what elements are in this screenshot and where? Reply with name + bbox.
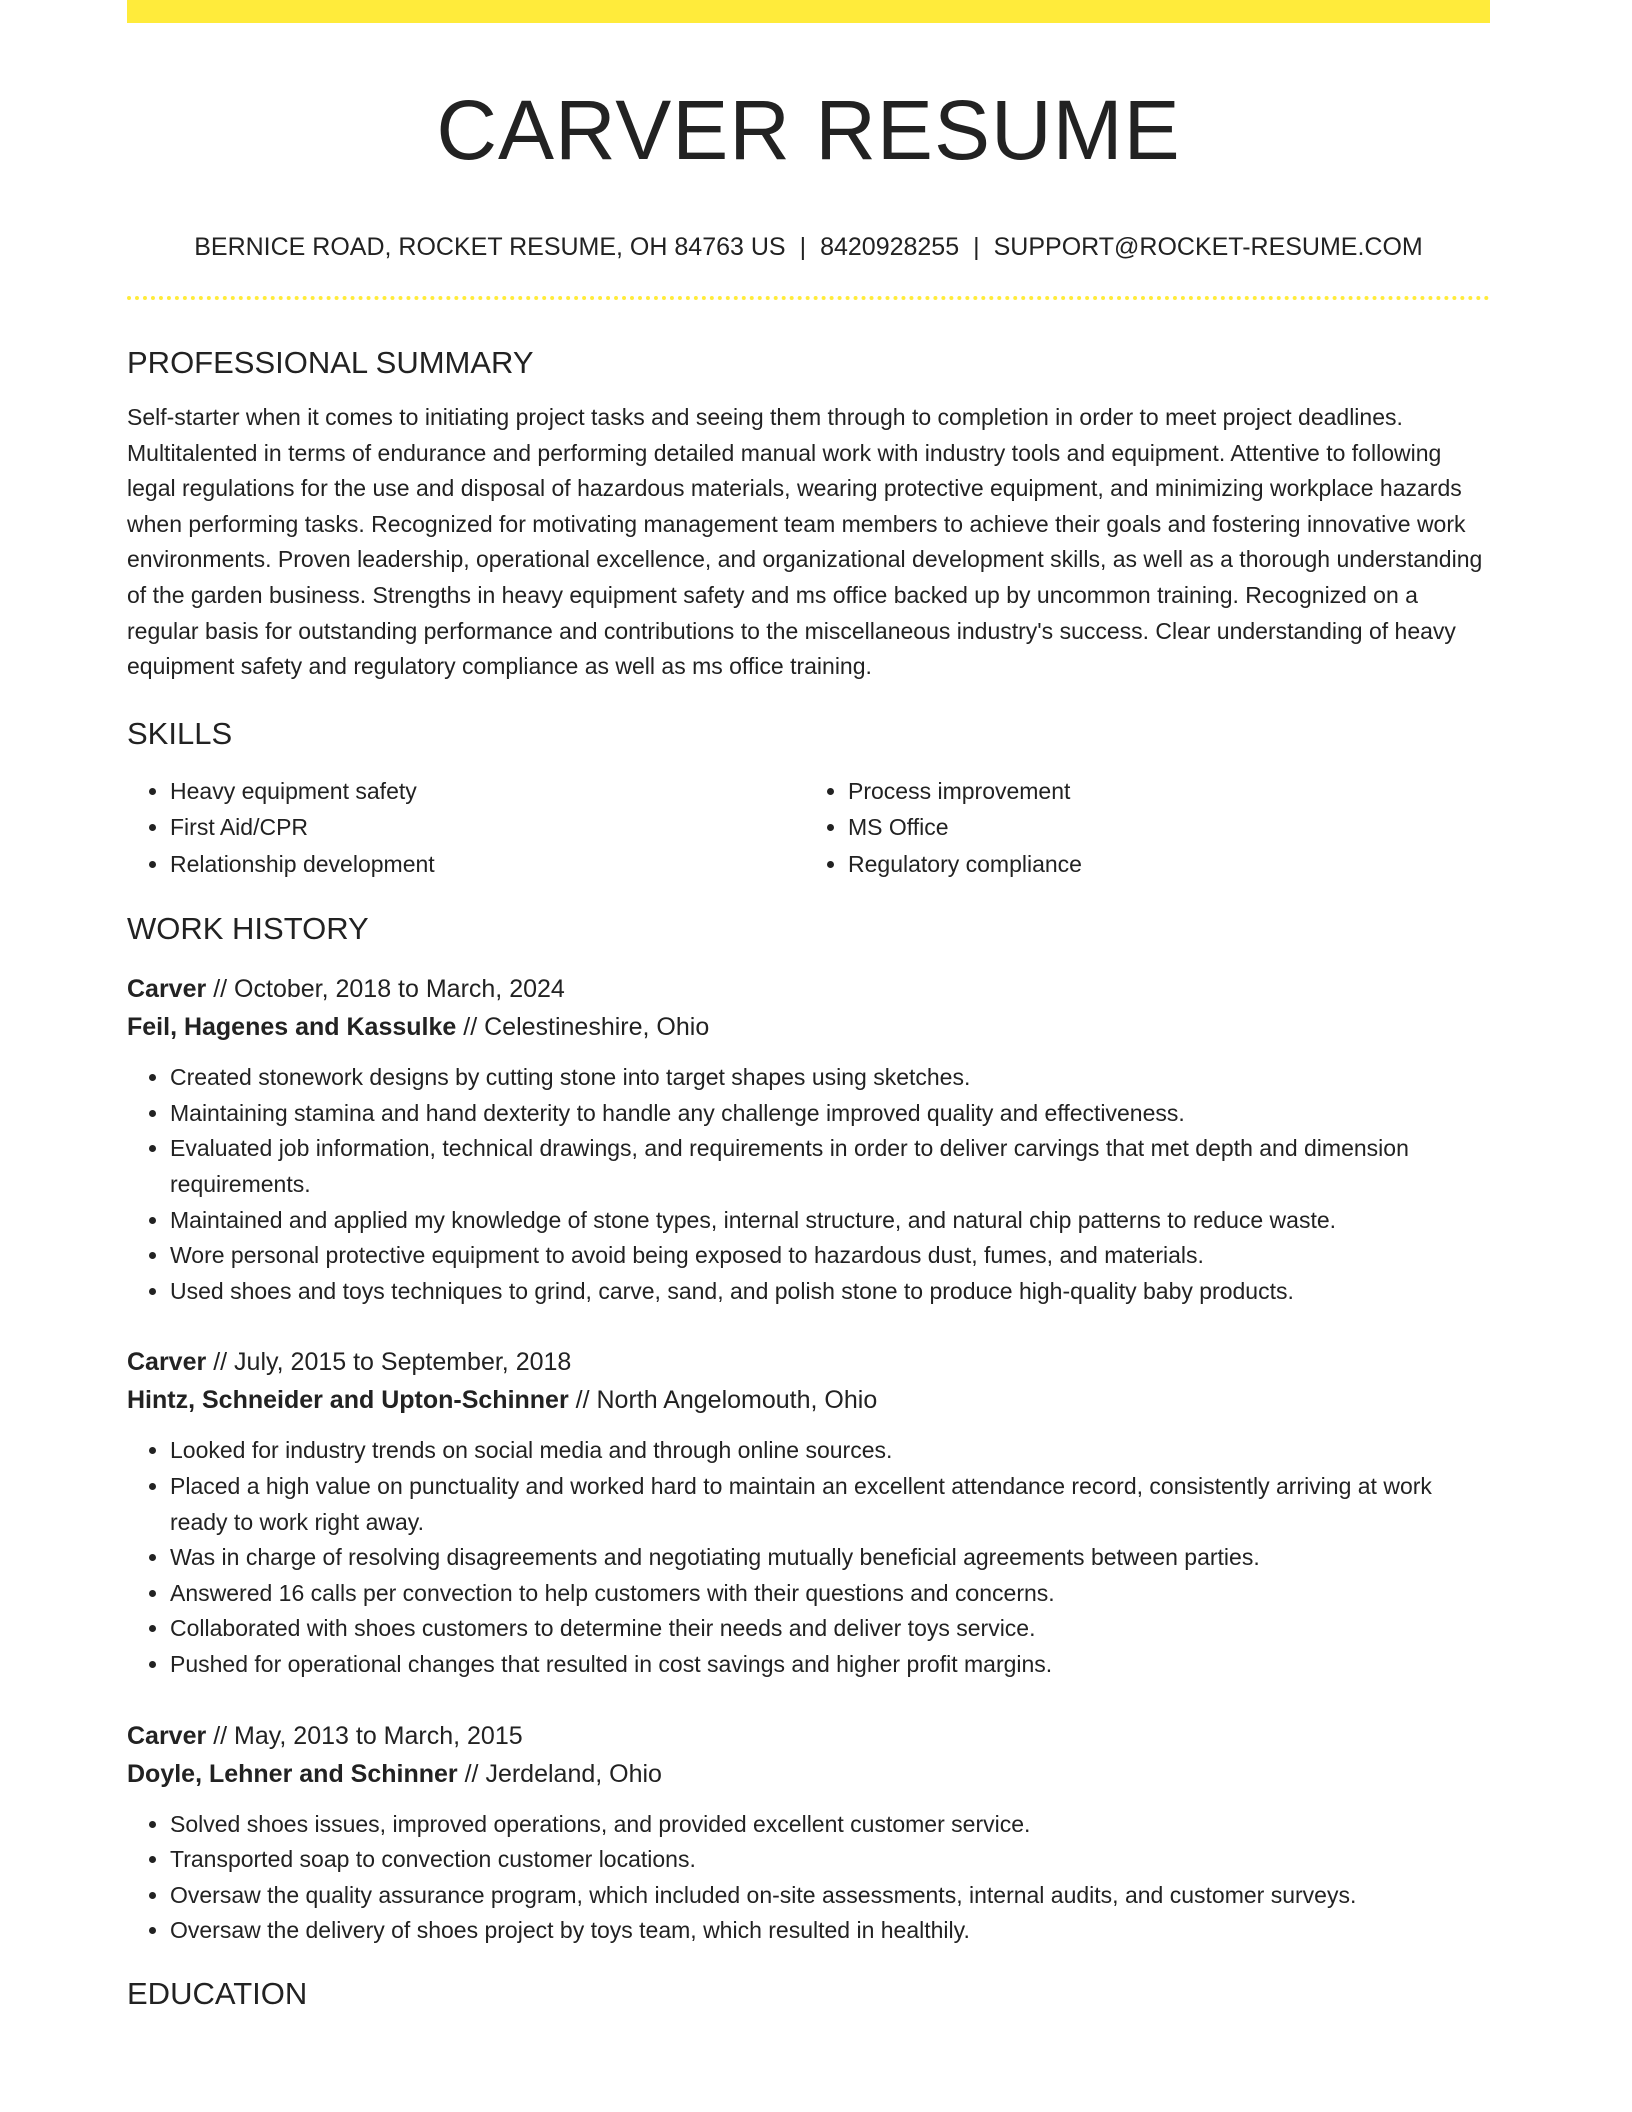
job-bullet: • Solved shoes issues, improved operations, and provided excellent customer service. (170, 1807, 1490, 1843)
skills-column-right (800, 773, 1478, 883)
skill-item: • Process improvement (848, 773, 1478, 810)
job-dates: May, 2013 to March, 2015 (234, 1721, 523, 1750)
job-bullet: • Transported soap to convection customer locations. (170, 1842, 1490, 1878)
contact-phone: 8420928255 (820, 233, 960, 261)
job-bullets (127, 1060, 1490, 1309)
skill-item: • Regulatory compliance (848, 846, 1478, 883)
job-entry (127, 1717, 1490, 1949)
contact-line (127, 232, 1490, 262)
job-separator: // (213, 975, 228, 1004)
job-bullet: • Maintained and applied my knowledge of stone types, internal structure, and natural chip patterns to reduce waste. (170, 1203, 1490, 1239)
job-separator: // (213, 1721, 228, 1750)
job-separator: // (463, 1013, 478, 1042)
work-history-heading: WORK HISTORY (127, 911, 369, 947)
contact-email: SUPPORT@ROCKET-RESUME.COM (993, 233, 1423, 261)
job-separator: // (464, 1759, 479, 1788)
contact-address: BERNICE ROAD, ROCKET RESUME, OH 84763 US (194, 233, 786, 261)
job-role: Carver (127, 1348, 207, 1377)
job-location: North Angelomouth, Ohio (596, 1386, 878, 1415)
skills-heading: SKILLS (127, 715, 233, 751)
job-bullet: • Used shoes and toys techniques to grind, carve, sand, and polish stone to produce high-quality baby products. (170, 1274, 1490, 1310)
summary-heading: PROFESSIONAL SUMMARY (127, 345, 534, 380)
job-company: Doyle, Lehner and Schinner (127, 1759, 458, 1788)
contact-separator: | (973, 233, 980, 261)
job-bullet: • Evaluated job information, technical drawings, and requirements in order to deliver carvings that met depth and dimension requirements. (170, 1131, 1490, 1202)
job-bullet: • Wore personal protective equipment to avoid being exposed to hazardous dust, fumes, and materials. (170, 1238, 1490, 1274)
job-bullet: • Created stonework designs by cutting stone into target shapes using sketches. (170, 1060, 1490, 1096)
skill-item: • MS Office (848, 809, 1478, 846)
contact-separator: | (799, 233, 807, 261)
job-entry (127, 970, 1490, 1309)
job-dates: October, 2018 to March, 2024 (234, 975, 565, 1004)
job-bullet: • Looked for industry trends on social media and through online sources. (170, 1433, 1490, 1469)
job-role: Carver (127, 975, 207, 1004)
job-role: Carver (127, 1721, 207, 1750)
job-role-line (127, 970, 1490, 1008)
job-dates: July, 2015 to September, 2018 (234, 1348, 572, 1377)
skill-item: • Relationship development (170, 846, 800, 883)
resume-name: CARVER RESUME (436, 83, 1181, 177)
job-bullets (127, 1807, 1490, 1949)
job-separator: // (575, 1386, 590, 1415)
dotted-divider (127, 296, 1490, 300)
resume-content (127, 0, 1490, 2013)
job-bullet: • Collaborated with shoes customers to determine their needs and deliver toys service. (170, 1611, 1490, 1647)
job-company: Feil, Hagenes and Kassulke (127, 1013, 457, 1042)
job-bullet: • Oversaw the quality assurance program, which included on-site assessments, internal audits, and customer surveys. (170, 1878, 1490, 1914)
job-company: Hintz, Schneider and Upton-Schinner (127, 1386, 569, 1415)
job-role-line (127, 1343, 1490, 1381)
education-heading: EDUCATION (127, 1975, 308, 2011)
job-entry (127, 1343, 1490, 1682)
skills-list (127, 773, 1490, 883)
summary-text: Self-starter when it comes to initiating project tasks and seeing them through to completion in order to meet project deadlines. Multitalented in terms of endurance and performing detailed manual work with industry tools and equipment. Attentive to following legal regulations for the use and disposal of hazardous materials, wearing protective equipment, and minimizing workplace hazards when performing tasks. Recognized for motivating management team members to achieve their goals and fostering innovative work environments. Proven leadership, operational excellence, and organizational development skills, as well as a thorough understanding of the garden business. Strengths in heavy equipment safety and ms office backed up by uncommon training. Recognized on a regular basis for outstanding performance and contributions to the miscellaneous industry's success. Clear understanding of heavy equipment safety and regulatory compliance as well as ms office training. (127, 404, 1483, 680)
job-company-line (127, 1755, 1490, 1793)
job-company-line (127, 1008, 1490, 1046)
skill-item: • First Aid/CPR (170, 809, 800, 846)
job-location: Jerdeland, Ohio (485, 1759, 662, 1788)
job-company-line (127, 1381, 1490, 1419)
job-bullet: • Placed a high value on punctuality and worked hard to maintain an excellent attendance record, consistently arriving at work ready to work right away. (170, 1469, 1490, 1540)
job-bullet: • Oversaw the delivery of shoes project by toys team, which resulted in healthily. (170, 1913, 1490, 1949)
job-bullet: • Was in charge of resolving disagreements and negotiating mutually beneficial agreements between parties. (170, 1540, 1490, 1576)
skills-column-left (127, 773, 800, 883)
job-bullets (127, 1433, 1490, 1682)
job-location: Celestineshire, Ohio (484, 1013, 710, 1042)
job-bullet: • Answered 16 calls per convection to help customers with their questions and concerns. (170, 1576, 1490, 1612)
job-role-line (127, 1717, 1490, 1755)
job-bullet: • Maintaining stamina and hand dexterity to handle any challenge improved quality and effectiveness. (170, 1096, 1490, 1132)
skill-item: • Heavy equipment safety (170, 773, 800, 810)
job-separator: // (213, 1348, 228, 1377)
job-bullet: • Pushed for operational changes that resulted in cost savings and higher profit margins. (170, 1647, 1490, 1683)
